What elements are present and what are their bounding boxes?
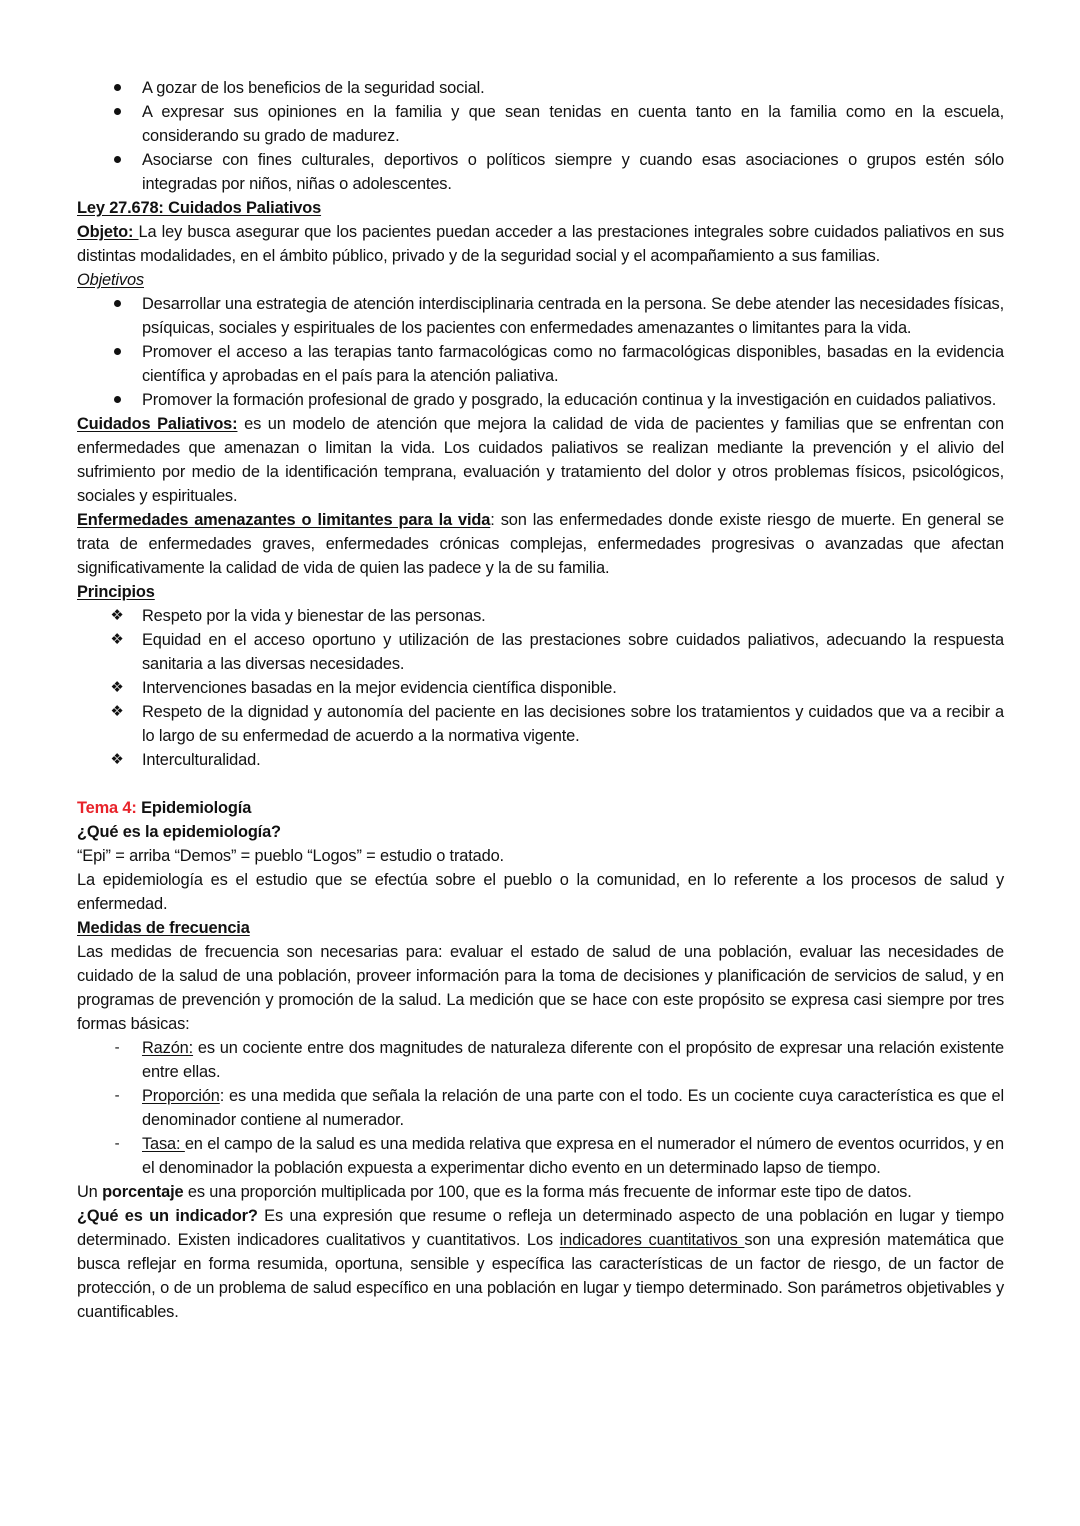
enfermedades-label: Enfermedades amenazantes o limitantes para la vida	[77, 511, 491, 529]
objeto-label: Objeto:	[77, 223, 139, 241]
porcentaje-term: porcentaje	[102, 1183, 184, 1201]
diamond-bullet-icon: ❖	[110, 679, 124, 696]
list-item: - Proporción: es una medida que señala la relación de una parte con el todo. Es un cociente cuya característica es que el denominador contiene al numerador.	[77, 1084, 1004, 1132]
indicador-question: ¿Qué es un indicador?	[77, 1207, 258, 1225]
principios-list	[77, 604, 1004, 772]
list-item: ❖ Intervenciones basadas en la mejor evidencia científica disponible.	[77, 676, 1004, 700]
list-item: A expresar sus opiniones en la familia y que sean tenidas en cuenta tanto en la familia como en la escuela, considerando su grado de madurez.	[77, 100, 1004, 148]
tema-heading: Tema 4: Epidemiología	[77, 799, 252, 817]
enfermedades-paragraph: Enfermedades amenazantes o limitantes para la vida: son las enfermedades donde existe riesgo de muerte. En general se trata de enfermedades graves, enfermedades crónicas complejas, enfermedades progresivas o avanzadas que afectan significativamente la calidad de vida de quien las padece y la de su familia.	[77, 511, 1004, 577]
document-page	[77, 76, 1004, 1324]
diamond-bullet-icon: ❖	[110, 607, 124, 624]
tema-label: Tema 4:	[77, 799, 137, 817]
cuidados-paliativos-paragraph: Cuidados Paliativos: es un modelo de atención que mejora la calidad de vida de pacientes y familias que se enfrentan con enfermedades que amenazan o limitan la vida. Los cuidados paliativos se realizan mediante la prevención y el alivio del sufrimiento por medio de la identificación temprana, evaluación y tratamiento del dolor y otros problemas físicos, psicológicos, sociales y espirituales.	[77, 415, 1004, 505]
etymology-line: “Epi” = arriba “Demos” = pueblo “Logos” = estudio o tratado.	[77, 847, 504, 865]
diamond-bullet-icon: ❖	[110, 703, 124, 720]
definition-paragraph: La epidemiología es el estudio que se efectúa sobre el pueblo o la comunidad, en lo referente a los procesos de salud y enfermedad.	[77, 871, 1004, 913]
rights-list	[77, 76, 1004, 196]
bullet-icon	[107, 388, 127, 412]
list-item: Promover el acceso a las terapias tanto farmacológicas como no farmacológicas disponibles, basadas en la evidencia científica y aprobadas en el país para la atención paliativa.	[77, 340, 1004, 388]
list-item: A gozar de los beneficios de la seguridad social.	[77, 76, 1004, 100]
list-item: ❖ Respeto de la dignidad y autonomía del paciente en las decisiones sobre los tratamientos y cuidados que va a recibir a lo largo de su enfermedad de acuerdo a la normativa vigente.	[77, 700, 1004, 748]
bullet-icon	[107, 340, 127, 364]
formas-list	[77, 1036, 1004, 1180]
list-item: ❖ Respeto por la vida y bienestar de las personas.	[77, 604, 1004, 628]
bullet-icon	[107, 292, 127, 316]
list-item: ❖ Interculturalidad.	[77, 748, 1004, 772]
dash-bullet-icon: -	[114, 1087, 120, 1104]
objetivos-list	[77, 292, 1004, 412]
bullet-icon	[107, 148, 127, 172]
section-heading-ley: Ley 27.678: Cuidados Paliativos	[77, 199, 322, 217]
list-item: Asociarse con fines culturales, deportivos o políticos siempre y cuando esas asociaciones o grupos estén sólo integradas por niños, niñas o adolescentes.	[77, 148, 1004, 196]
term-razon: Razón:	[142, 1039, 194, 1057]
term-tasa: Tasa:	[142, 1135, 185, 1153]
medidas-paragraph: Las medidas de frecuencia son necesarias para: evaluar el estado de salud de una población, evaluar las necesidades de cuidado de la salud de una población, proveer información para la toma de decisiones y planificación de servicios de salud, y en programas de prevención y promoción de la salud. La medición que se hace con este propósito se expresa casi siempre por tres formas básicas:	[77, 943, 1004, 1033]
list-item: - Razón: es un cociente entre dos magnitudes de naturaleza diferente con el propósito de expresar una relación existente entre ellas.	[77, 1036, 1004, 1084]
objeto-paragraph: Objeto: La ley busca asegurar que los pacientes puedan acceder a las prestaciones integrales sobre cuidados paliativos en sus distintas modalidades, en el ámbito público, privado y de la seguridad social y el acompañamiento a sus familias.	[77, 223, 1004, 265]
list-item: Promover la formación profesional de grado y posgrado, la educación continua y la investigación en cuidados paliativos.	[77, 388, 1004, 412]
bullet-icon	[107, 100, 127, 124]
principios-heading: Principios	[77, 583, 155, 601]
list-item: ❖ Equidad en el acceso oportuno y utilización de las prestaciones sobre cuidados paliativos, adecuando la respuesta sanitaria a las diversas necesidades.	[77, 628, 1004, 676]
term-proporcion: Proporción	[142, 1087, 220, 1105]
indicador-paragraph: ¿Qué es un indicador? Es una expresión que resume o refleja un determinado aspecto de una población en lugar y tiempo determinado. Existen indicadores cualitativos y cuantitativos. Los indicadores cuantitativos son una expresión matemática que busca reflejar en forma resumida, oportuna, sensible y específica las características de un factor de riesgo, de un factor de protección, o de un problema de salud específico en una población en lugar y tiempo determinado. Son parámetros objetivables y cuantificables.	[77, 1207, 1004, 1321]
objetivos-heading: Objetivos	[77, 271, 144, 289]
epidemiologia-question: ¿Qué es la epidemiología?	[77, 823, 281, 841]
medidas-heading: Medidas de frecuencia	[77, 919, 250, 937]
cuidados-label: Cuidados Paliativos:	[77, 415, 238, 433]
porcentaje-paragraph: Un porcentaje es una proporción multiplicada por 100, que es la forma más frecuente de informar este tipo de datos.	[77, 1183, 912, 1201]
list-item: - Tasa: en el campo de la salud es una medida relativa que expresa en el numerador el número de eventos ocurridos, y en el denominador la población expuesta a experimentar dicho evento en un determinado lapso de tiempo.	[77, 1132, 1004, 1180]
blank-line	[77, 772, 1004, 796]
diamond-bullet-icon: ❖	[110, 631, 124, 648]
dash-bullet-icon: -	[114, 1135, 120, 1152]
bullet-icon	[107, 76, 127, 100]
indicadores-cuantitativos-term: indicadores cuantitativos	[559, 1231, 745, 1249]
diamond-bullet-icon: ❖	[110, 751, 124, 768]
dash-bullet-icon: -	[114, 1039, 120, 1056]
list-item: Desarrollar una estrategia de atención interdisciplinaria centrada en la persona. Se debe atender las necesidades físicas, psíquicas, sociales y espirituales de los pacientes con enfermedades amenazantes o limitantes para la vida.	[77, 292, 1004, 340]
